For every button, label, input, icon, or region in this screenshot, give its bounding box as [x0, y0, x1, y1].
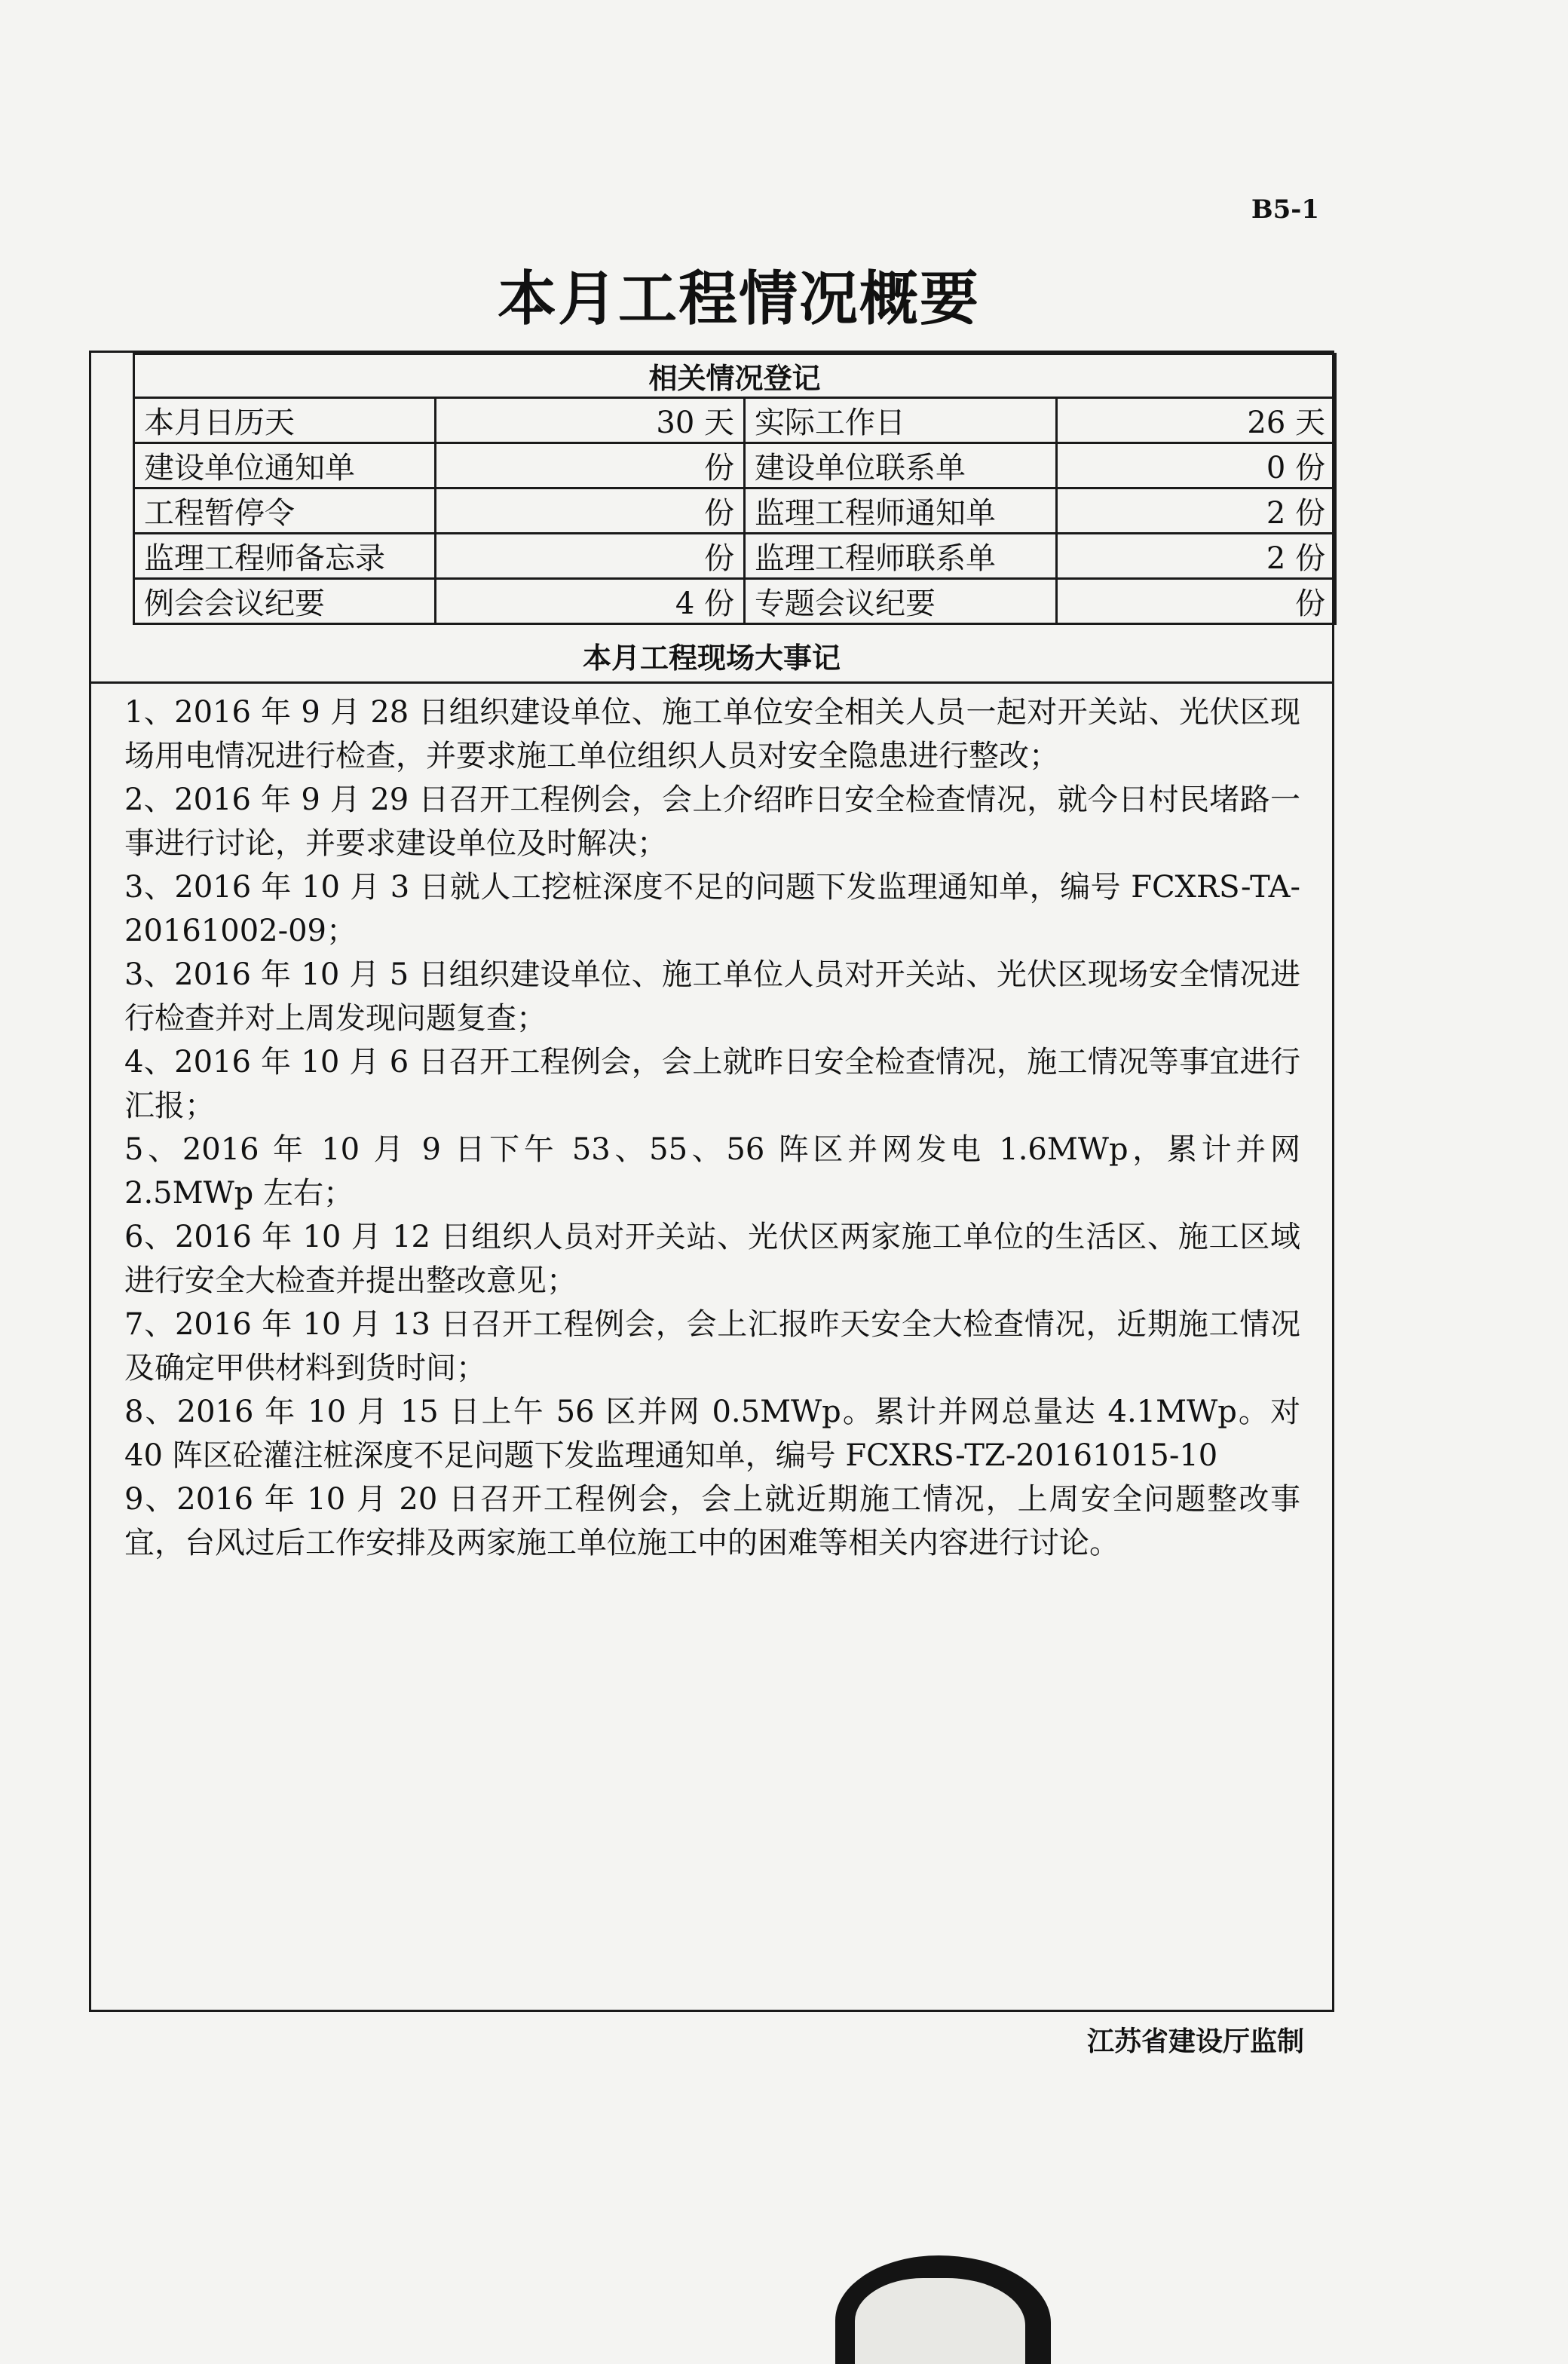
event-item: 6、2016 年 10 月 12 日组织人员对开关站、光伏区两家施工单位的生活区、施工区域进行安全大检查并提出整改意见； [124, 1220, 1300, 1298]
register-label: 实际工作日 [745, 398, 1057, 443]
register-value: 26 天 [1057, 398, 1336, 443]
event-item: 4、2016 年 10 月 6 日召开工程例会，会上就昨日安全检查情况，施工情况等事宜进行汇报； [124, 1045, 1300, 1123]
register-label: 建设单位通知单 [134, 443, 436, 488]
register-row [134, 534, 1336, 579]
register-label: 建设单位联系单 [745, 443, 1057, 488]
register-row [134, 443, 1336, 488]
register-value: 份 [436, 534, 745, 579]
divider [91, 681, 1332, 684]
register-value: 30 天 [436, 398, 745, 443]
register-label: 监理工程师通知单 [745, 488, 1057, 534]
register-label: 监理工程师联系单 [745, 534, 1057, 579]
register-label: 本月日历天 [134, 398, 436, 443]
event-item: 7、2016 年 10 月 13 日召开工程例会，会上汇报昨天安全大检查情况，近期施工情况及确定甲供材料到货时间； [124, 1307, 1300, 1386]
register-label: 工程暂停令 [134, 488, 436, 534]
event-item: 3、2016 年 10 月 3 日就人工挖桩深度不足的问题下发监理通知单，编号 FCXRS-TA-20161002-09； [124, 870, 1300, 948]
event-item: 8、2016 年 10 月 15 日上午 56 区并网 0.5MWp。累计并网总量达 4.1MWp。对 40 阵区砼灌注桩深度不足问题下发监理通知单，编号 FCXRS-TZ-20161015-10 [124, 1395, 1300, 1473]
register-value: 2 份 [1057, 488, 1336, 534]
event-item: 2、2016 年 9 月 29 日召开工程例会，会上介绍昨日安全检查情况，就今日村民堵路一事进行讨论，并要求建设单位及时解决； [124, 782, 1300, 861]
register-value: 0 份 [1057, 443, 1336, 488]
issuer-note: 江苏省建设厅监制 [1086, 2026, 1304, 2057]
register-row [134, 488, 1336, 534]
scan-blot [835, 2255, 1051, 2364]
register-value: 份 [436, 443, 745, 488]
event-item: 9、2016 年 10 月 20 日召开工程例会，会上就近期施工情况，上周安全问题整改事宜，台风过后工作安排及两家施工单位施工中的困难等相关内容进行讨论。 [124, 1482, 1300, 1560]
events-list [124, 691, 1300, 1565]
summary-form [89, 351, 1334, 2012]
register-label: 专题会议纪要 [745, 579, 1057, 624]
events-header: 本月工程现场大事记 [582, 642, 841, 675]
page-title: 本月工程情况概要 [497, 265, 980, 333]
event-item: 3、2016 年 10 月 5 日组织建设单位、施工单位人员对开关站、光伏区现场安全情况进行检查并对上周发现问题复查； [124, 957, 1300, 1036]
register-label: 例会会议纪要 [134, 579, 436, 624]
register-row [134, 579, 1336, 624]
scan-blot-inner [855, 2278, 1025, 2364]
register-value: 份 [436, 488, 745, 534]
register-table [133, 353, 1337, 625]
register-header: 相关情况登记 [134, 354, 1336, 398]
document-code: B5-1 [1251, 194, 1319, 225]
register-label: 监理工程师备忘录 [134, 534, 436, 579]
event-item: 5、2016 年 10 月 9 日下午 53、55、56 阵区并网发电 1.6MWp，累计并网 2.5MWp 左右； [124, 1132, 1300, 1211]
event-item: 1、2016 年 9 月 28 日组织建设单位、施工单位安全相关人员一起对开关站、光伏区现场用电情况进行检查，并要求施工单位组织人员对安全隐患进行整改； [124, 695, 1300, 773]
register-value: 2 份 [1057, 534, 1336, 579]
register-row [134, 398, 1336, 443]
register-value: 4 份 [436, 579, 745, 624]
register-value: 份 [1057, 579, 1336, 624]
